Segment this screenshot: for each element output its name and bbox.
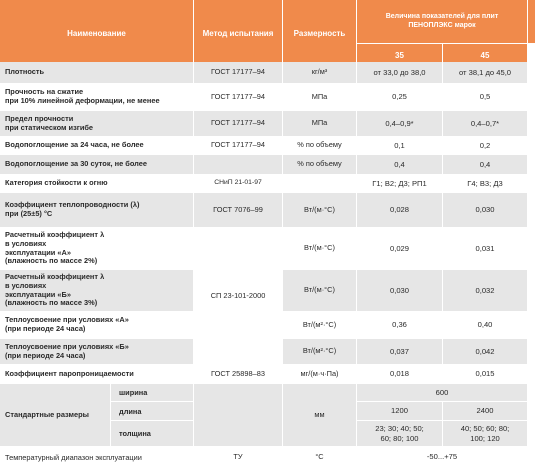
row-water30-v45: 0,4 bbox=[443, 155, 527, 174]
row-water30-method bbox=[194, 155, 282, 174]
row-heat-a-unit: Вт/(м²·°С) bbox=[283, 312, 356, 338]
temp-name: Температурный диапазон эксплуатации bbox=[0, 447, 193, 467]
temp-method: ТУ bbox=[194, 447, 282, 467]
row-heat-b-unit: Вт/(м²·°С) bbox=[283, 339, 356, 364]
row-heat-b-v45: 0,042 bbox=[443, 339, 527, 364]
row-density-method: ГОСТ 17177–94 bbox=[194, 62, 282, 83]
row-bending-unit: МПа bbox=[283, 111, 356, 136]
row-bending-method: ГОСТ 17177–94 bbox=[194, 111, 282, 136]
row-conductivity-unit: Вт/(м·°С) bbox=[283, 193, 356, 227]
sizes-thickness-v35: 23; 30; 40; 50; 60; 80; 100 bbox=[357, 421, 442, 446]
sizes-thickness-v45: 40; 50; 60; 80; 100; 120 bbox=[443, 421, 527, 446]
row-compression-v35: 0,25 bbox=[357, 84, 442, 110]
row-compression-unit: МПа bbox=[283, 84, 356, 110]
row-density-v45: от 38,1 до 45,0 bbox=[443, 62, 527, 83]
header-grade-45: 45 bbox=[443, 44, 527, 67]
row-fire-v45: Г4; В3; Д3 bbox=[443, 175, 527, 192]
row-coef-b-v45: 0,032 bbox=[443, 270, 527, 311]
header-grade-35: 35 bbox=[357, 44, 442, 67]
row-coef-a-v35: 0,029 bbox=[357, 228, 442, 269]
row-water24-v45: 0,2 bbox=[443, 137, 527, 154]
sizes-width-value: 600 bbox=[357, 384, 527, 401]
row-coef-a-unit: Вт/(м·°С) bbox=[283, 228, 356, 269]
row-coef-a-name: Расчетный коэффициент λ в условиях эксплуатации «А» (влажность по массе 2%) bbox=[0, 228, 193, 269]
row-heat-b-v35: 0,037 bbox=[357, 339, 442, 364]
row-coef-b-name: Расчетный коэффициент λ в условиях эксплуатации «Б» (влажность по массе 3%) bbox=[0, 270, 193, 311]
row-compression-v45: 0,5 bbox=[443, 84, 527, 110]
sizes-length-v45: 2400 bbox=[443, 402, 527, 420]
row-conductivity-v35: 0,028 bbox=[357, 193, 442, 227]
row-vapor-method: ГОСТ 25898–83 bbox=[194, 365, 282, 383]
row-conductivity-method: ГОСТ 7076–99 bbox=[194, 193, 282, 227]
row-water24-v35: 0,1 bbox=[357, 137, 442, 154]
sizes-length-v35: 1200 bbox=[357, 402, 442, 420]
row-density-name: Плотность bbox=[0, 62, 193, 83]
row-water30-v35: 0,4 bbox=[357, 155, 442, 174]
row-coef-b-unit: Вт/(м·°С) bbox=[283, 270, 356, 311]
row-water24-name: Водопоглощение за 24 часа, не более bbox=[0, 137, 193, 154]
temp-value: -50...+75 bbox=[357, 447, 527, 467]
row-conductivity-v45: 0,030 bbox=[443, 193, 527, 227]
row-compression-method: ГОСТ 17177–94 bbox=[194, 84, 282, 110]
row-fire-method: СНиП 21-01-97 bbox=[194, 175, 282, 192]
header-unit: Размерность bbox=[283, 0, 356, 67]
row-heat-a-v45: 0,40 bbox=[443, 312, 527, 338]
row-water24-unit: % по объему bbox=[283, 137, 356, 154]
sizes-method-empty bbox=[194, 384, 282, 446]
row-heat-b-name: Теплоусвоение при условиях «Б» (при периоде 24 часа) bbox=[0, 339, 193, 364]
sizes-thickness-label: толщина bbox=[111, 421, 193, 446]
row-bending-v35: 0,4–0,9* bbox=[357, 111, 442, 136]
row-coef-a-v45: 0,031 bbox=[443, 228, 527, 269]
row-water30-name: Водопоглощение за 30 суток, не более bbox=[0, 155, 193, 174]
row-coef-b-v35: 0,030 bbox=[357, 270, 442, 311]
row-fire-unit bbox=[283, 175, 356, 192]
row-bending-v45: 0,4–0,7* bbox=[443, 111, 527, 136]
header-edge bbox=[528, 0, 535, 43]
row-vapor-name: Коэффициент паропроницаемости bbox=[0, 365, 193, 383]
header-values-title: Величина показателей для плит ПЕНОПЛЭКС марок bbox=[357, 0, 527, 43]
row-heat-a-v35: 0,36 bbox=[357, 312, 442, 338]
header-method: Метод испытания bbox=[194, 0, 282, 67]
temp-unit: °С bbox=[283, 447, 356, 467]
row-heat-a-name: Теплоусвоение при условиях «А» (при периоде 24 часа) bbox=[0, 312, 193, 338]
row-density-unit: кг/м³ bbox=[283, 62, 356, 83]
row-compression-name: Прочность на сжатие при 10% линейной деформации, не менее bbox=[0, 84, 193, 110]
sizes-unit: мм bbox=[283, 384, 356, 446]
row-fire-v35: Г1; В2; Д3; РП1 bbox=[357, 175, 442, 192]
header-name: Наименование bbox=[0, 0, 193, 67]
sizes-width-label: ширина bbox=[111, 384, 193, 401]
row-bending-name: Предел прочности при статическом изгибе bbox=[0, 111, 193, 136]
sizes-name: Стандартные размеры bbox=[0, 384, 110, 446]
sp-method-cell: СП 23-101-2000 bbox=[194, 228, 282, 364]
row-fire-name: Категория стойкости к огню bbox=[0, 175, 193, 192]
row-vapor-v45: 0,015 bbox=[443, 365, 527, 383]
row-conductivity-name: Коэффициент теплопроводности (λ) при (25±5) °С bbox=[0, 193, 193, 227]
sizes-length-label: длина bbox=[111, 402, 193, 420]
row-density-v35: от 33,0 до 38,0 bbox=[357, 62, 442, 83]
row-water30-unit: % по объему bbox=[283, 155, 356, 174]
row-water24-method: ГОСТ 17177–94 bbox=[194, 137, 282, 154]
row-vapor-v35: 0,018 bbox=[357, 365, 442, 383]
row-vapor-unit: мг/(м·ч·Па) bbox=[283, 365, 356, 383]
